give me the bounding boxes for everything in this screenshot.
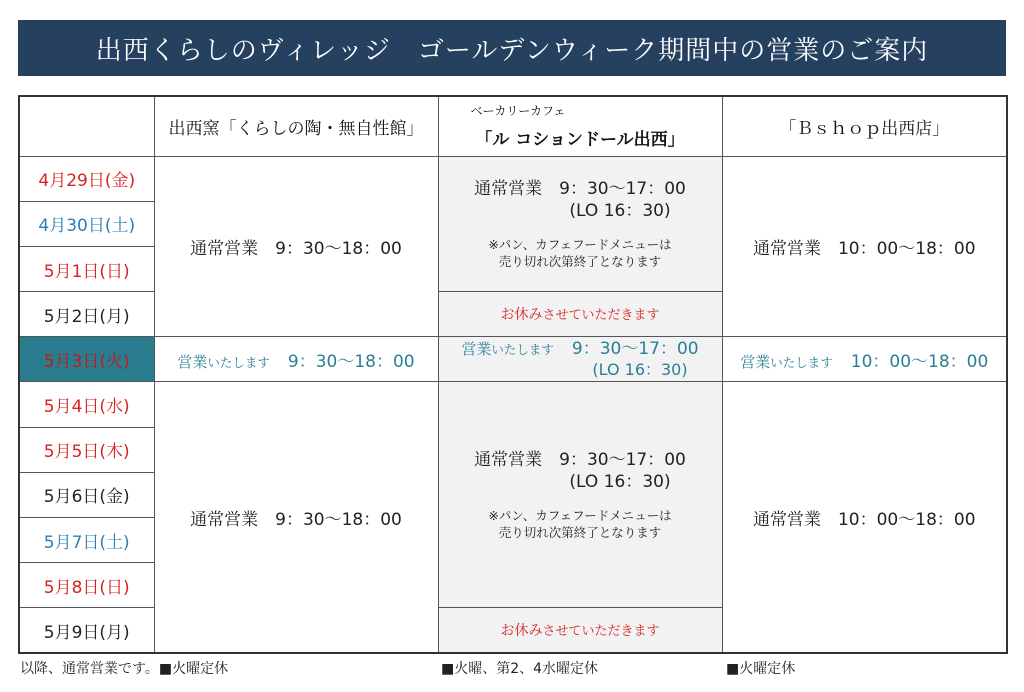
header-bshop: 「Ｂｓｈｏｐ出西店」 [722, 96, 1007, 156]
bshop-open-label-small: いたします [770, 354, 833, 370]
bakery-closed [438, 292, 722, 337]
table-row-highlight [19, 337, 1007, 382]
footer-note-right: ■火曜定休 [726, 661, 796, 677]
date-cell: 5月5日(木) [19, 427, 154, 472]
date-cell: 5月1日(日) [19, 247, 154, 292]
bakery-note-line2: 売り切れ次第終了となります [498, 253, 662, 269]
bakery-closed-small-2: させていただきます [542, 624, 660, 640]
bakery-open-lo: (LO 16：30) [592, 359, 688, 379]
date-cell: 5月2日(月) [19, 292, 154, 337]
kiln-open [154, 337, 438, 382]
date-cell: 4月30日(土) [19, 201, 154, 246]
date-cell: 5月6日(金) [19, 472, 154, 517]
bakery-open-label-small: いたします [491, 341, 554, 357]
bakery-closed-big: お休み [500, 307, 543, 324]
bakery-hours-main-2: 通常営業 9：30〜17：00 [474, 449, 686, 470]
kiln-open-time: 9：30〜18：00 [287, 351, 415, 372]
bakery-open [438, 337, 722, 382]
bakery-hours-main: 通常営業 9：30〜17：00 [474, 178, 686, 199]
bakery-hours-lo-2: (LO 16：30) [569, 471, 671, 492]
bakery-closed-small: させていただきます [542, 308, 660, 324]
bakery-open-time: 9：30〜17：00 [571, 338, 699, 359]
bakery-closed-big-2: お休み [500, 623, 543, 640]
header-bakery-sub: ベーカリーカフェ [470, 104, 566, 119]
bshop-open-label: 営業 [740, 352, 771, 371]
bshop-normal-hours: 通常営業 10：00〜18：00 [722, 156, 1007, 337]
header-kiln: 出西窯「くらしの陶・無自性館」 [154, 96, 438, 156]
table-row [19, 156, 1007, 201]
date-cell: 5月4日(水) [19, 382, 154, 427]
page-title: 出西くらしのヴィレッジ ゴールデンウィーク期間中の営業のご案内 [18, 20, 1006, 76]
date-cell: 5月8日(日) [19, 563, 154, 608]
kiln-open-label-small: いたします [207, 354, 270, 370]
kiln-open-label: 営業 [177, 352, 208, 371]
bakery-note [439, 236, 722, 270]
header-empty [19, 96, 154, 156]
kiln-normal-hours: 通常営業 9：30〜18：00 [154, 156, 438, 337]
date-cell: 5月7日(土) [19, 517, 154, 562]
date-cell: 4月29日(金) [19, 156, 154, 201]
bakery-normal-hours [438, 156, 722, 291]
bakery-normal-hours-2 [438, 382, 722, 608]
header-bakery [438, 96, 722, 156]
header-bakery-name: 「ル コションドール出西」 [475, 130, 685, 151]
bakery-closed-2 [438, 608, 722, 653]
header-row [19, 96, 1007, 156]
bakery-note-line2-2: 売り切れ次第終了となります [498, 524, 662, 540]
footer-note-middle: ■火曜、第2、4水曜定休 [441, 661, 599, 677]
schedule-table [18, 95, 1008, 654]
footer-note-left: 以降、通常営業です。■火曜定休 [20, 661, 229, 677]
bakery-note-line1-2: ※パン、カフェフードメニューは [488, 507, 672, 523]
date-cell-highlight: 5月3日(火) [19, 337, 154, 382]
table-row [19, 382, 1007, 427]
bshop-normal-hours-2: 通常営業 10：00〜18：00 [722, 382, 1007, 653]
kiln-normal-hours-2: 通常営業 9：30〜18：00 [154, 382, 438, 653]
date-cell: 5月9日(月) [19, 608, 154, 653]
bakery-hours-lo: (LO 16：30) [569, 200, 671, 221]
bakery-note-line1: ※パン、カフェフードメニューは [488, 236, 672, 252]
bakery-note-2 [439, 507, 722, 541]
bshop-open [722, 337, 1007, 382]
bshop-open-time: 10：00〜18：00 [850, 351, 989, 372]
bakery-open-label: 営業 [461, 339, 492, 358]
